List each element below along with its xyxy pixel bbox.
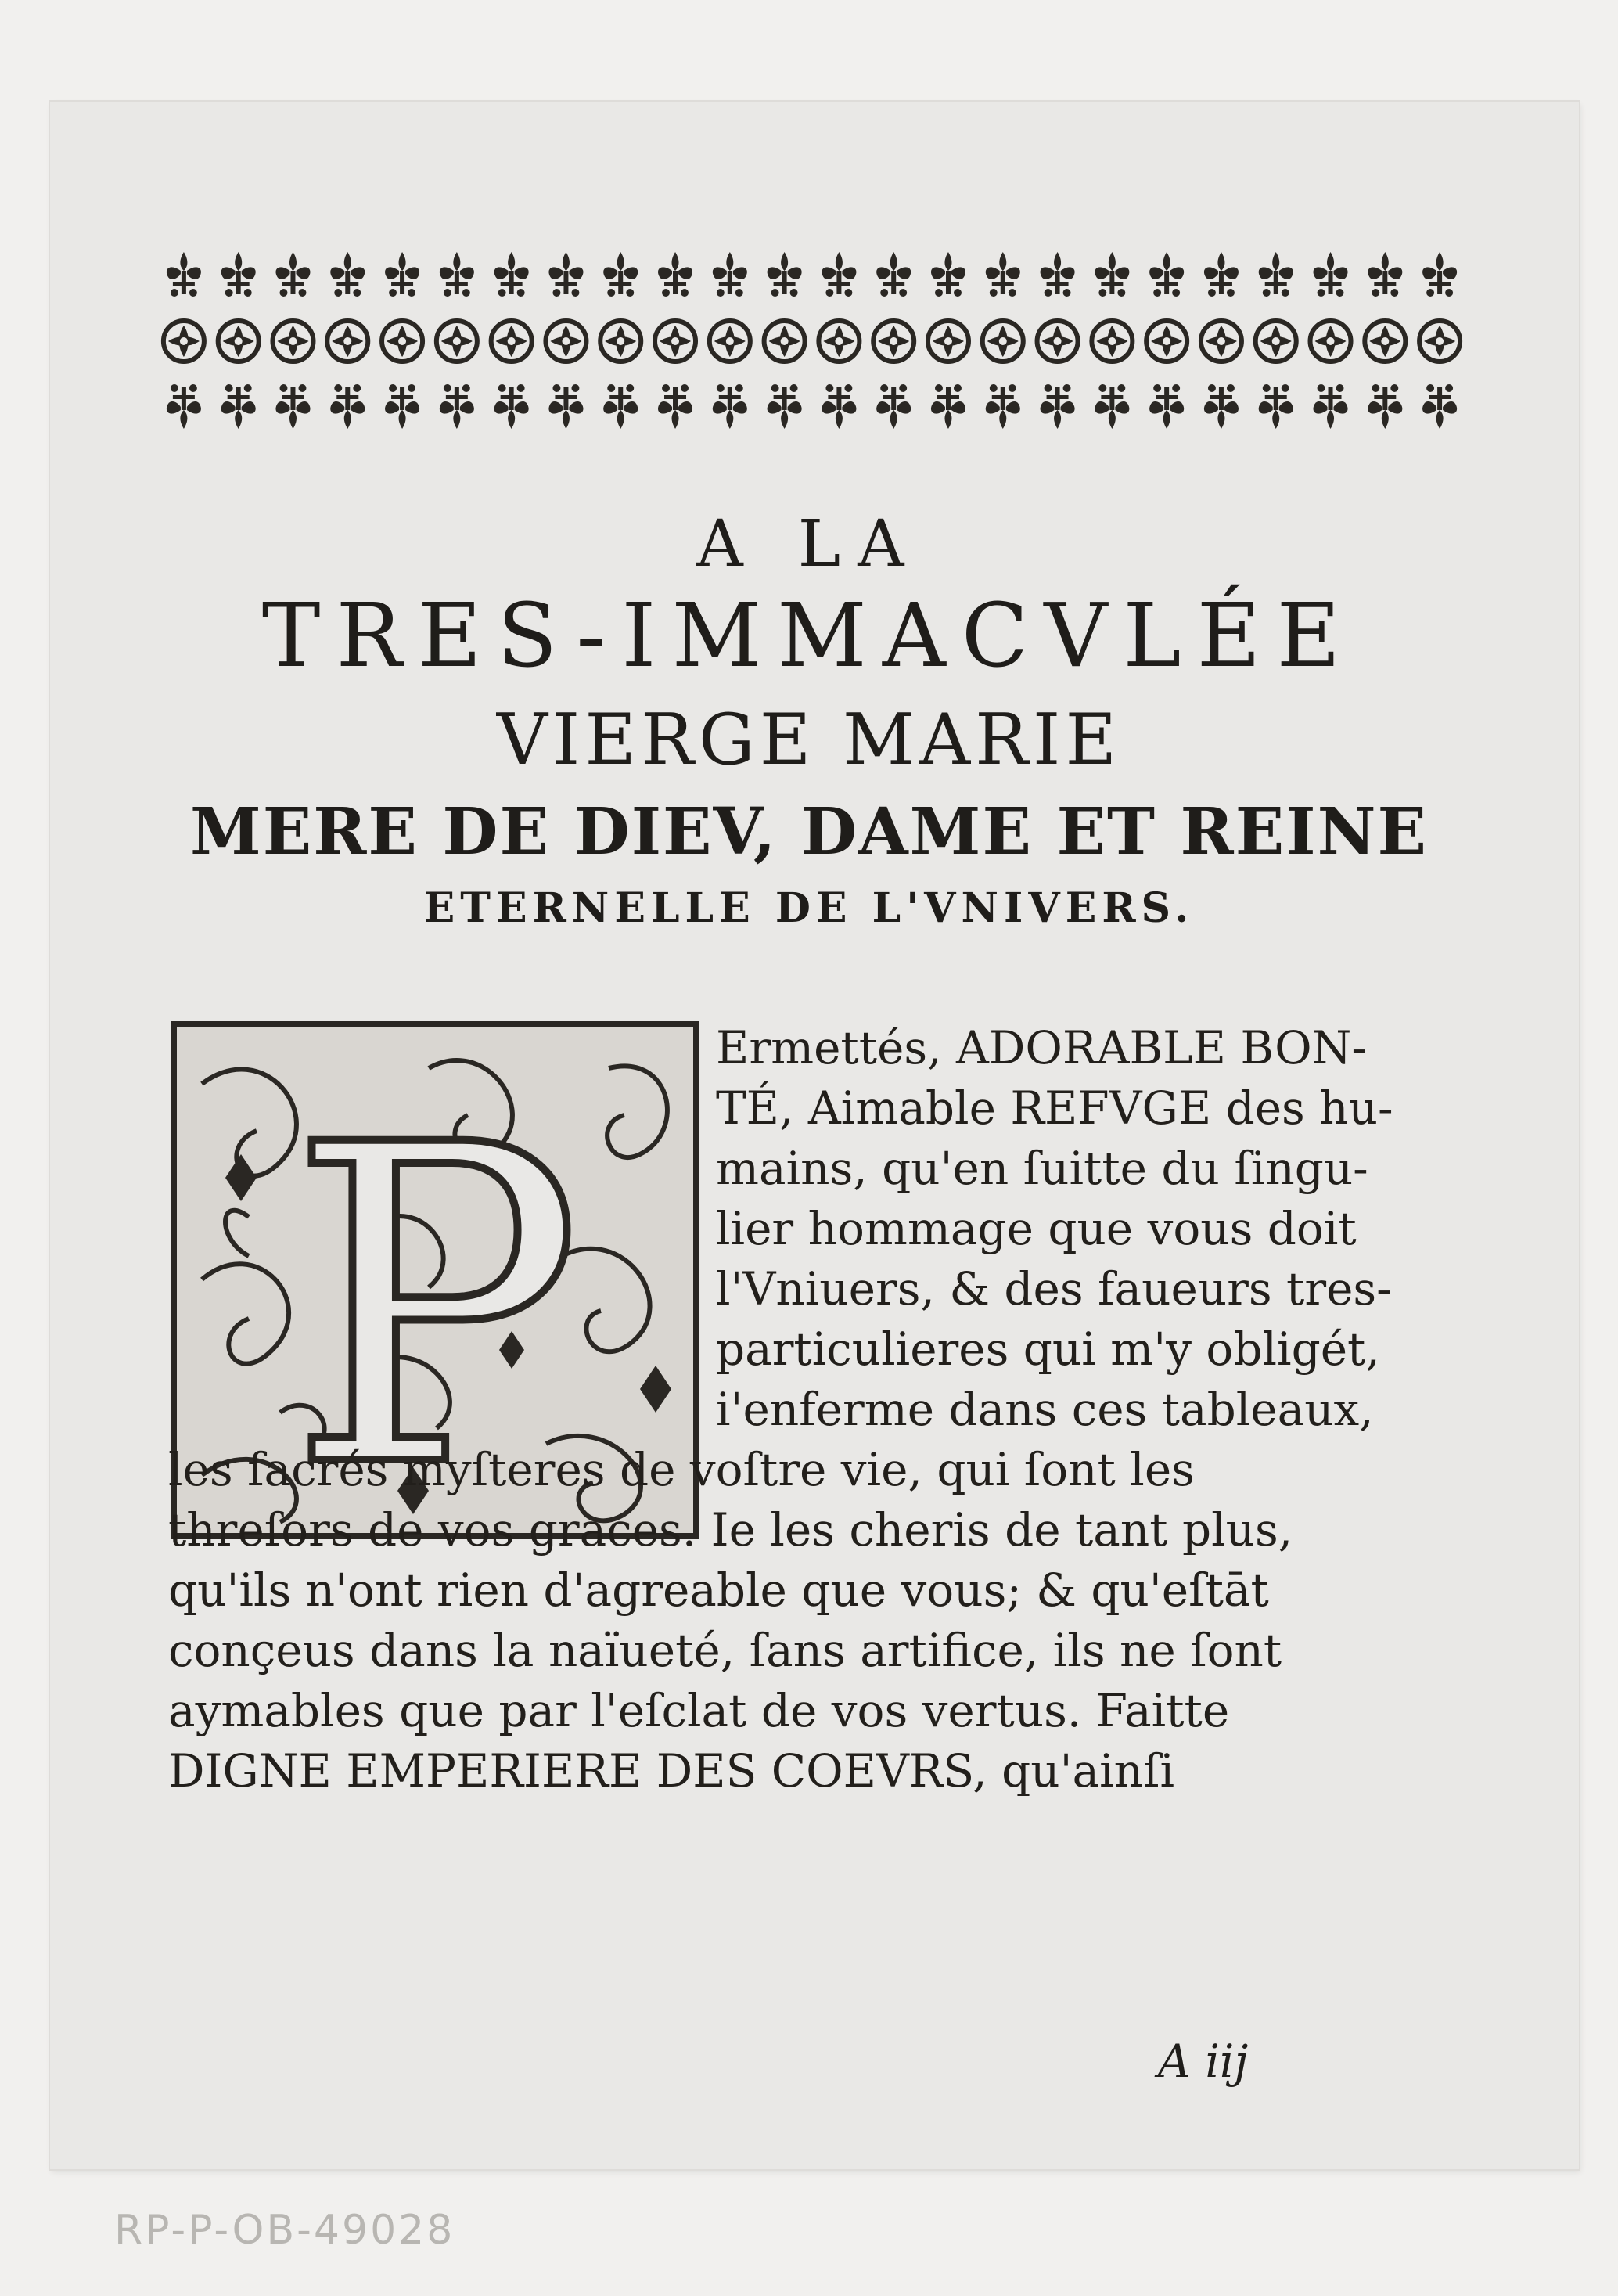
signature-mark: A iij <box>1158 2035 1249 2088</box>
fleuron-border-ornament <box>156 233 1467 446</box>
body-line: TÉ, Aimable REFVGE des hu- <box>716 1081 1393 1135</box>
body-line: aymables que par l'eſclat de vos vertus. Faitte <box>168 1684 1230 1737</box>
title-line-2: TRES-IMMACVLÉE <box>261 585 1357 687</box>
body-line: qu'ils n'ont rien d'agreable que vous; & qu'eſtāt <box>168 1564 1269 1617</box>
body-line: mains, qu'en ſuitte du ſingu- <box>716 1142 1368 1195</box>
body-line: Ermettés, ADORABLE BON- <box>716 1021 1367 1074</box>
body-line: l'Vniuers, & des faueurs tres- <box>716 1262 1392 1315</box>
title-line-1: A LA <box>696 507 922 581</box>
title-line-5: ETERNELLE DE L'VNIVERS. <box>423 884 1195 932</box>
body-line: i'enferme dans ces tableaux, <box>716 1383 1374 1436</box>
body-line: particulieres qui m'y obligét, <box>716 1323 1380 1376</box>
catalog-number: RP-P-OB-49028 <box>114 2207 455 2254</box>
body-line: lier hommage que vous doit <box>716 1202 1357 1255</box>
body-line: les ſacrés myſteres de voſtre vie, qui ſont les <box>168 1443 1195 1496</box>
title-line-3: VIERGE MARIE <box>496 699 1122 781</box>
body-line: DIGNE EMPERIERE DES COEVRS, qu'ainſi <box>168 1744 1175 1798</box>
body-line: conçeus dans la naïueté, ſans artifice, ils ne ſont <box>168 1624 1282 1677</box>
initial-letter: P <box>287 1053 583 1539</box>
body-line: threſors de vos graces. Ie les cheris de tant plus, <box>168 1503 1293 1556</box>
title-line-4: MERE DE DIEV, DAME ET REINE <box>189 794 1429 869</box>
